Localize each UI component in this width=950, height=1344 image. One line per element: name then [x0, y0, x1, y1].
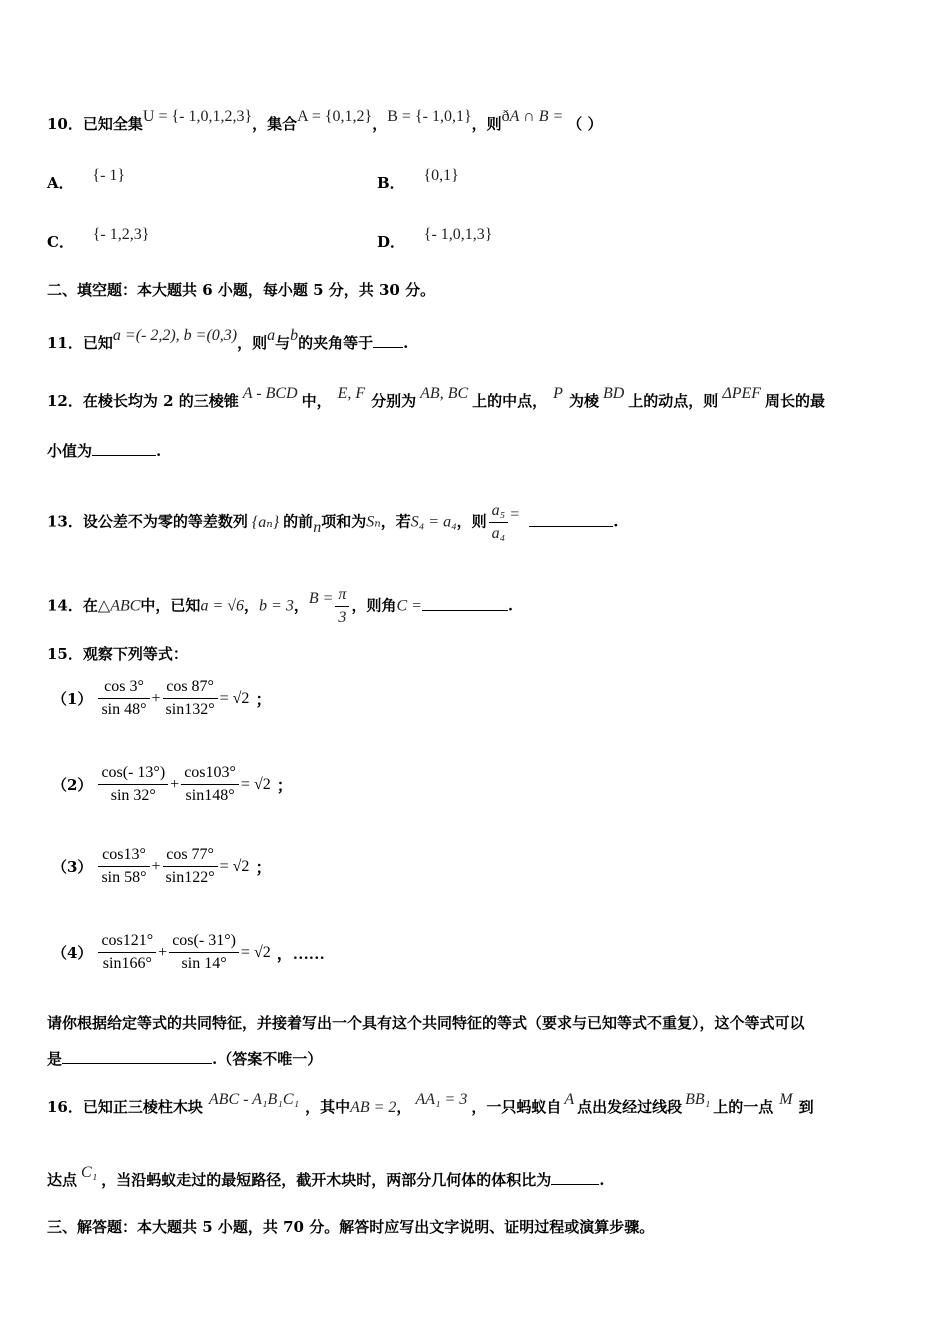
- question-number: 16．: [47, 1098, 83, 1116]
- question-text: 的夹角等于: [298, 334, 374, 352]
- question-text: 为棱: [568, 392, 599, 410]
- question-text: 达点: [47, 1171, 78, 1189]
- option-label: B．: [377, 174, 405, 192]
- question-text: ，: [244, 596, 260, 615]
- section-heading-2: 二、填空题：本大题共 6 小题，每小题 5 分，共 30 分。: [47, 281, 436, 299]
- equals-sign: =: [510, 505, 520, 523]
- question-text: 与: [275, 334, 291, 352]
- plus-sign: +: [158, 943, 168, 961]
- plus-sign: +: [151, 689, 161, 707]
- question-10: [47, 108, 603, 135]
- fraction: [169, 930, 239, 975]
- question-number: 13．: [47, 512, 83, 531]
- question-text: 已知正三棱柱木块: [82, 1098, 203, 1116]
- answer-blank[interactable]: [62, 1049, 212, 1064]
- question-number: 15．: [47, 645, 83, 663]
- question-text: ，: [396, 1098, 412, 1116]
- math-expression: C =: [396, 597, 422, 615]
- option-b: [377, 167, 459, 194]
- math-expression: BD: [602, 385, 625, 402]
- math-expression: AB = 2: [350, 1099, 397, 1116]
- question-text: ，一只蚂蚁自: [471, 1098, 562, 1116]
- question-12-line2: [47, 441, 161, 461]
- fraction: [98, 676, 149, 721]
- question-text: 分别为: [371, 392, 417, 410]
- math-expression: Sₙ: [366, 513, 381, 531]
- question-number: 12．: [47, 392, 83, 410]
- math-expression: A ∩ B =: [509, 108, 568, 125]
- question-text: 在: [82, 596, 98, 615]
- fraction-denominator: a₄: [491, 525, 506, 542]
- question-text: ，: [372, 115, 388, 133]
- option-label: A．: [47, 174, 74, 192]
- math-expression: ABC - A₁B₁C₁: [208, 1091, 300, 1108]
- option-c: [47, 226, 150, 253]
- plus-sign: +: [170, 775, 180, 793]
- equation-1: [52, 676, 271, 721]
- math-expression: AA₁ = 3: [415, 1091, 468, 1108]
- fraction-numerator: cos13°: [98, 844, 149, 867]
- math-expression: {aₙ}: [251, 513, 280, 531]
- math-expression: B =: [308, 589, 334, 607]
- equation-end: ，……: [276, 946, 325, 963]
- question-text: 的前: [283, 512, 314, 531]
- fraction-numerator: cos 87°: [163, 676, 218, 699]
- equation-label: （4）: [52, 944, 93, 962]
- question-text: ，若: [380, 512, 411, 531]
- question-15-ask-line2: [47, 1049, 322, 1069]
- question-text: ，则: [237, 334, 268, 352]
- question-text: ，: [293, 596, 309, 615]
- question-text: 到: [798, 1098, 814, 1116]
- fraction-numerator: cos 77°: [163, 844, 218, 867]
- equation-2: [52, 762, 293, 807]
- math-set-b: B = {- 1,0,1}: [387, 108, 472, 125]
- question-number: 14．: [47, 596, 83, 615]
- math-expression: n: [313, 518, 322, 536]
- section-heading-3: 三、解答题：本大题共 5 小题，共 70 分。解答时应写出文字说明、证明过程或演算步骤。: [47, 1218, 655, 1236]
- question-text: 小值为: [47, 442, 93, 460]
- math-expression: BB₁: [685, 1091, 711, 1108]
- question-text: 上的一点: [713, 1098, 774, 1116]
- fraction: [98, 930, 156, 975]
- question-text: 是: [47, 1050, 63, 1068]
- fraction-numerator: cos 3°: [98, 676, 149, 699]
- fraction: [181, 762, 239, 807]
- equation-rhs: = √2: [240, 775, 271, 793]
- math-expression: A - BCD: [242, 385, 298, 402]
- math-var-b: b: [290, 327, 299, 344]
- fraction-denominator: sin 48°: [101, 701, 147, 718]
- question-text: .: [599, 1171, 605, 1189]
- question-text: 项和为: [321, 512, 367, 531]
- question-text: .: [613, 512, 619, 531]
- question-text: 上的动点，则: [628, 392, 719, 410]
- equation-label: （2）: [52, 776, 93, 794]
- fraction-denominator: sin 58°: [101, 869, 147, 886]
- question-text: ，则: [471, 115, 502, 133]
- math-expression: △ABC: [97, 597, 141, 615]
- fraction-numerator: cos103°: [181, 762, 239, 785]
- option-value: {- 1,2,3}: [92, 226, 150, 243]
- question-13: [47, 500, 618, 545]
- fraction: [98, 762, 168, 807]
- question-text: 中，: [301, 392, 332, 410]
- fraction-numerator: cos121°: [98, 930, 156, 953]
- math-expression: A: [564, 1091, 575, 1108]
- question-text: .: [507, 596, 514, 615]
- fraction: [335, 584, 349, 629]
- question-11: [47, 327, 409, 354]
- equation-end: ；: [255, 692, 272, 709]
- equation-3: [52, 844, 271, 889]
- answer-brackets: （ ）: [567, 115, 603, 133]
- option-value: {- 1}: [92, 167, 126, 184]
- fraction-numerator: a₅: [489, 500, 509, 523]
- answer-blank[interactable]: [422, 596, 508, 611]
- fraction-denominator: sin122°: [165, 869, 215, 886]
- equation-4: [52, 930, 325, 975]
- question-text: ，集合: [252, 115, 298, 133]
- question-number: 10．: [47, 115, 83, 133]
- equation-rhs: = √2: [219, 689, 250, 707]
- fraction-denominator: sin166°: [102, 955, 152, 972]
- fraction: [98, 844, 149, 889]
- question-16: [47, 1091, 814, 1118]
- fraction-denominator: sin 14°: [181, 955, 227, 972]
- question-12: [47, 385, 826, 412]
- fraction-denominator: sin132°: [165, 701, 215, 718]
- math-expression: ΔPEF: [722, 385, 762, 402]
- option-a: [47, 167, 126, 194]
- question-text: 已知全集: [82, 115, 143, 133]
- fraction-numerator: π: [335, 584, 349, 607]
- math-expression: M: [779, 1091, 793, 1108]
- equation-rhs: = √2: [219, 857, 250, 875]
- option-value: {- 1,0,1,3}: [423, 226, 493, 243]
- answer-blank[interactable]: [551, 1170, 599, 1185]
- question-number: 11．: [47, 334, 83, 352]
- question-text: ，则角: [351, 596, 397, 615]
- math-expression: a =(- 2,2), b =(0,3): [112, 327, 238, 344]
- option-label: C．: [47, 233, 74, 251]
- complement-symbol: ð: [501, 108, 510, 125]
- answer-blank[interactable]: [92, 441, 156, 456]
- math-set-a: A = {0,1,2}: [297, 108, 373, 125]
- question-15: [47, 644, 188, 664]
- question-text: ，当沿蚂蚁走过的最短路径，截开木块时，两部分几何体的体积比为: [101, 1171, 552, 1189]
- math-var-a: a: [267, 327, 276, 344]
- answer-blank[interactable]: [529, 512, 613, 527]
- question-text: 在棱长均为 2 的三棱锥: [82, 392, 239, 410]
- math-expression: P: [553, 385, 563, 402]
- fraction: [163, 676, 218, 721]
- math-expression: S₄ = a₄: [410, 513, 457, 531]
- math-expression: AB, BC: [420, 385, 469, 402]
- fraction-denominator: sin148°: [185, 787, 235, 804]
- option-label: D．: [377, 233, 406, 251]
- question-text: ，则: [456, 512, 487, 531]
- equation-end: ；: [276, 778, 293, 795]
- question-text: 设公差不为零的等差数列: [82, 512, 248, 531]
- question-text: 周长的最: [765, 392, 826, 410]
- question-15-ask: 请你根据给定等式的共同特征，并接着写出一个具有这个共同特征的等式（要求与已知等式不重复），这个等式可以: [47, 1014, 805, 1032]
- fraction: [163, 844, 218, 889]
- math-expression: b = 3: [259, 597, 294, 615]
- answer-blank[interactable]: [373, 333, 403, 348]
- question-text: 观察下列等式：: [82, 645, 188, 663]
- equation-label: （3）: [52, 858, 93, 876]
- question-text: .: [156, 442, 162, 460]
- equation-end: ；: [255, 860, 272, 877]
- fraction-numerator: cos(- 31°): [169, 930, 239, 953]
- question-text: 上的中点，: [472, 392, 548, 410]
- question-text: .: [403, 334, 409, 352]
- fraction: [489, 500, 509, 545]
- math-set-u: U = {- 1,0,1,2,3}: [142, 108, 253, 125]
- fraction-numerator: cos(- 13°): [98, 762, 168, 785]
- equation-rhs: = √2: [240, 943, 271, 961]
- question-text: 中，已知: [140, 596, 201, 615]
- question-14: [47, 584, 513, 629]
- fraction-denominator: sin 32°: [110, 787, 156, 804]
- question-text: 点出发经过线段: [577, 1098, 683, 1116]
- math-expression: E, F: [337, 385, 366, 402]
- plus-sign: +: [151, 857, 161, 875]
- option-value: {0,1}: [423, 167, 459, 184]
- question-text: ，其中: [305, 1098, 351, 1116]
- question-text: .（答案不唯一）: [212, 1050, 323, 1068]
- question-text: 已知: [82, 334, 113, 352]
- math-expression: a = √6: [200, 597, 245, 615]
- question-16-line2: [47, 1164, 605, 1191]
- equation-label: （1）: [52, 690, 93, 708]
- option-d: [377, 226, 493, 253]
- math-expression: C₁: [81, 1164, 98, 1181]
- fraction-denominator: 3: [338, 609, 347, 626]
